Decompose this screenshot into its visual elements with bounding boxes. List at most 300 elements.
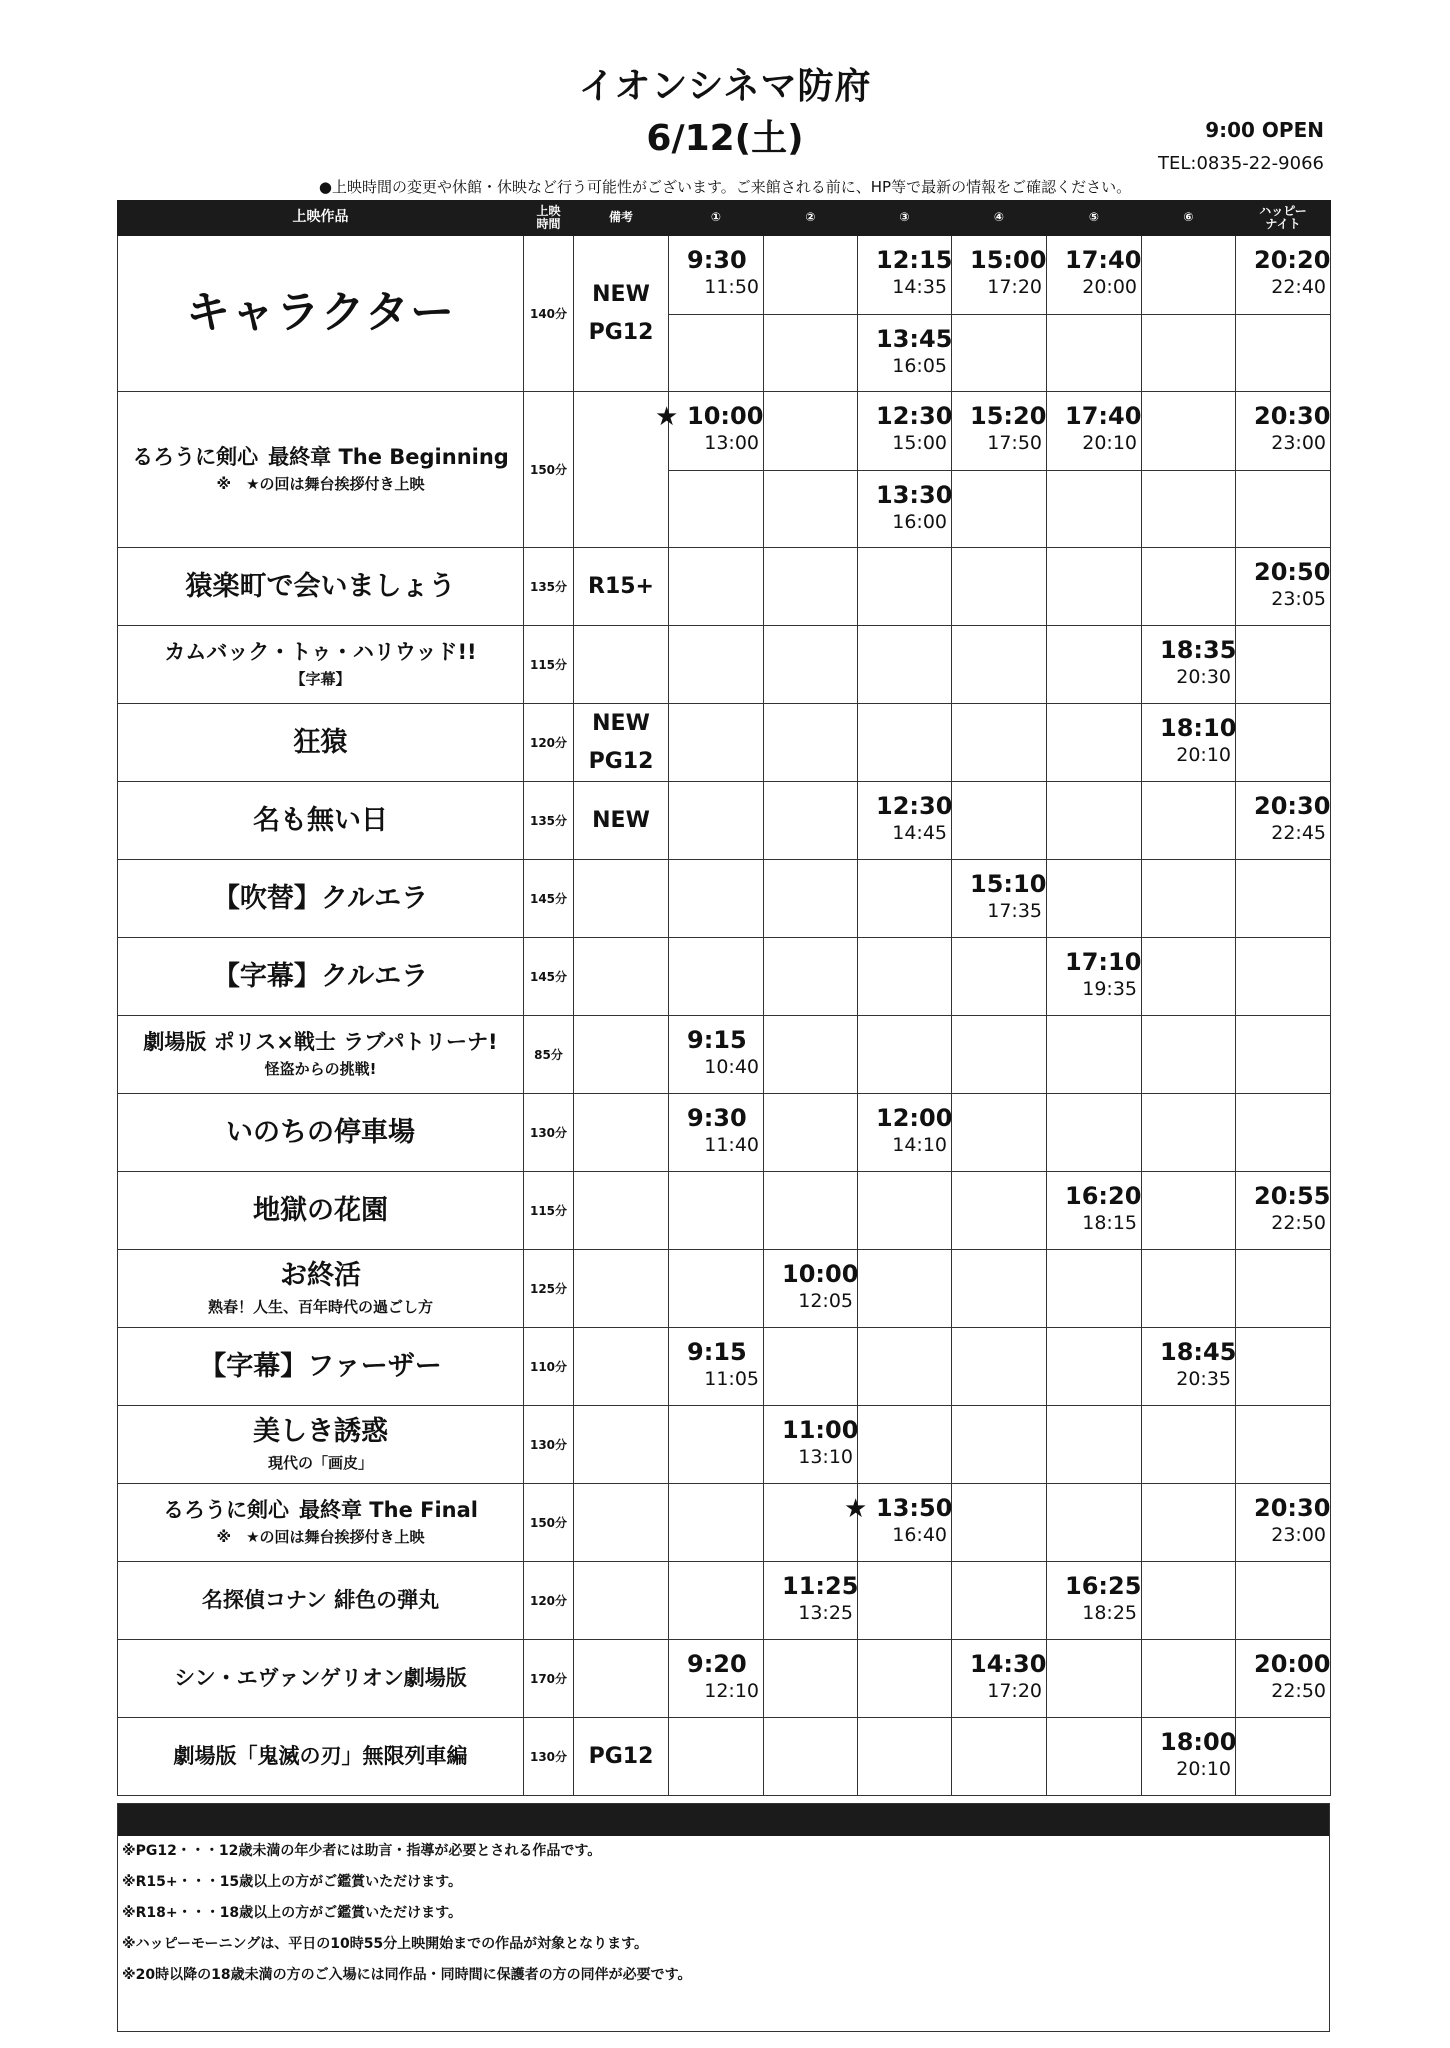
showtime-box bbox=[1047, 1016, 1141, 1093]
showtime-cell bbox=[669, 1640, 764, 1718]
showtime-cell bbox=[1142, 1172, 1236, 1250]
movie-title-cell bbox=[118, 392, 524, 548]
showtime-box bbox=[858, 1640, 951, 1717]
movie-title: 地獄の花園 bbox=[253, 1194, 388, 1226]
movie-row bbox=[118, 1250, 1331, 1328]
showtime-box bbox=[952, 548, 1046, 625]
showtime-box bbox=[669, 1718, 763, 1795]
showtime-box bbox=[952, 1406, 1046, 1483]
showtime-cell bbox=[1142, 1562, 1236, 1640]
showtime-cell bbox=[655, 392, 764, 548]
showtime-cell bbox=[1236, 1250, 1331, 1328]
start-time: 12:00 bbox=[876, 1104, 953, 1132]
movie-title: 狂猿 bbox=[293, 726, 348, 758]
showtime-cell bbox=[858, 704, 952, 782]
runtime: 145分 bbox=[524, 938, 574, 1016]
showtime-box bbox=[1142, 392, 1235, 469]
end-time: 11:50 bbox=[704, 276, 759, 298]
showtime-cell bbox=[1047, 236, 1142, 392]
showtime-cell bbox=[764, 1718, 858, 1796]
movie-row bbox=[118, 548, 1331, 626]
remarks bbox=[574, 1094, 669, 1172]
showtime-box bbox=[952, 470, 1046, 548]
showtime-cell bbox=[1236, 1640, 1331, 1718]
showtime-cell bbox=[669, 548, 764, 626]
showtime-cell bbox=[858, 1718, 952, 1796]
showtime-cell bbox=[952, 1484, 1047, 1562]
movie-title: るろうに剣心 bbox=[132, 444, 259, 469]
showtime-box bbox=[1236, 860, 1330, 937]
showtime-cell bbox=[1047, 1562, 1142, 1640]
showtime-box bbox=[952, 1562, 1046, 1639]
movie-title: お終活 bbox=[280, 1260, 361, 1292]
start-time: 12:30 bbox=[876, 402, 953, 430]
showtime-cell bbox=[669, 1562, 764, 1640]
showtime-cell bbox=[1047, 1328, 1142, 1406]
showtime-box bbox=[669, 1484, 763, 1561]
showtime-box bbox=[952, 782, 1046, 859]
showtime-cell bbox=[1236, 1406, 1331, 1484]
showtime-box bbox=[764, 548, 857, 625]
showtime-box bbox=[952, 1640, 1046, 1717]
showtime-cell bbox=[1047, 1172, 1142, 1250]
end-time: 10:40 bbox=[704, 1056, 759, 1078]
showtime-box bbox=[764, 1016, 857, 1093]
showtime-box bbox=[952, 1172, 1046, 1249]
runtime: 135分 bbox=[524, 782, 574, 860]
end-time: 19:35 bbox=[1082, 978, 1137, 1000]
runtime: 130分 bbox=[524, 1718, 574, 1796]
end-time: 11:40 bbox=[704, 1134, 759, 1156]
showtime-cell bbox=[858, 236, 952, 392]
showtime-cell bbox=[952, 1406, 1047, 1484]
showtime-cell bbox=[1142, 704, 1236, 782]
movie-title: 劇場版 ポリス×戦士 ラブパトリーナ! bbox=[143, 1029, 498, 1054]
showtime-cell bbox=[764, 938, 858, 1016]
showtime-cell bbox=[764, 782, 858, 860]
showtime-box bbox=[764, 938, 857, 1015]
remarks: NEW PG12 bbox=[574, 236, 669, 392]
end-time: 17:35 bbox=[987, 900, 1042, 922]
end-time: 22:50 bbox=[1271, 1212, 1326, 1234]
col-slot-5: ⑤ bbox=[1047, 201, 1142, 236]
notice-text: ●上映時間の変更や休館・休映など行う可能性がございます。ご来館される前に、HP等で最新の情報をご確認ください。 bbox=[318, 178, 1132, 196]
start-time: 20:30 bbox=[1254, 792, 1331, 820]
showtime-box bbox=[1236, 470, 1330, 548]
start-time: 11:00 bbox=[782, 1416, 859, 1444]
showtime-cell bbox=[669, 1250, 764, 1328]
movie-title-cell bbox=[118, 1562, 524, 1640]
showtime-cell bbox=[952, 1250, 1047, 1328]
showtime-box bbox=[952, 860, 1046, 937]
showtime-box bbox=[1236, 1562, 1330, 1639]
start-time: 13:45 bbox=[876, 325, 953, 353]
movie-row bbox=[118, 626, 1331, 704]
showtime-box bbox=[952, 626, 1046, 703]
showtime-box bbox=[669, 1250, 763, 1327]
showtime-box bbox=[669, 704, 763, 781]
showtime-cell bbox=[952, 392, 1047, 548]
showtime-box bbox=[1236, 938, 1330, 1015]
movie-row bbox=[118, 1328, 1331, 1406]
movie-row bbox=[118, 1016, 1331, 1094]
end-time: 20:30 bbox=[1176, 666, 1231, 688]
footnote: ※ハッピーモーニングは、平日の10時55分上映開始までの作品が対象となります。 bbox=[122, 1936, 649, 1952]
movie-title: るろうに剣心 bbox=[162, 1497, 289, 1522]
star-icon: ★ bbox=[844, 1494, 868, 1524]
showtime-box bbox=[858, 236, 951, 313]
end-time: 13:25 bbox=[798, 1602, 853, 1624]
showtime-cell bbox=[1142, 782, 1236, 860]
showtime-box bbox=[858, 1328, 951, 1405]
showtime-cell bbox=[1142, 1484, 1236, 1562]
col-slot-4: ④ bbox=[952, 201, 1047, 236]
end-time: 22:45 bbox=[1271, 822, 1326, 844]
showtime-box bbox=[669, 1094, 763, 1171]
showtime-box bbox=[1142, 1640, 1235, 1717]
showtime-cell bbox=[1047, 392, 1142, 548]
showtime-cell bbox=[669, 782, 764, 860]
showtime-cell bbox=[952, 1562, 1047, 1640]
showtime-cell bbox=[1236, 548, 1331, 626]
col-runtime: 上映 時間 bbox=[524, 201, 574, 236]
start-time: 18:45 bbox=[1160, 1338, 1237, 1366]
showtime-box bbox=[1142, 1250, 1235, 1327]
movie-title-cell bbox=[118, 1640, 524, 1718]
showtime-cell bbox=[1142, 1094, 1236, 1172]
movie-row bbox=[118, 392, 1331, 548]
schedule-table bbox=[117, 200, 1331, 1796]
showtime-cell bbox=[1142, 1016, 1236, 1094]
showtime-box bbox=[858, 860, 951, 937]
movie-title: 名探偵コナン 緋色の弾丸 bbox=[201, 1588, 440, 1613]
remarks bbox=[574, 1250, 669, 1328]
showtime-box bbox=[669, 1640, 763, 1717]
movie-note: ※ ★の回は舞台挨拶付き上映 bbox=[216, 1528, 425, 1547]
showtime-cell bbox=[1047, 704, 1142, 782]
runtime: 120分 bbox=[524, 704, 574, 782]
movie-title-cell bbox=[118, 1718, 524, 1796]
showtime-box bbox=[1047, 314, 1141, 392]
end-time: 12:10 bbox=[704, 1680, 759, 1702]
showtime-box bbox=[764, 314, 857, 392]
showtime-cell bbox=[1142, 1640, 1236, 1718]
showtime-cell bbox=[1047, 938, 1142, 1016]
end-time: 15:00 bbox=[892, 432, 947, 454]
end-time: 22:50 bbox=[1271, 1680, 1326, 1702]
showtime-cell bbox=[952, 626, 1047, 704]
showtime-cell bbox=[764, 1250, 858, 1328]
runtime: 150分 bbox=[524, 1484, 574, 1562]
start-time: 13:30 bbox=[876, 481, 953, 509]
showtime-cell bbox=[858, 1094, 952, 1172]
start-time: 9:15 bbox=[687, 1338, 747, 1366]
showtime-box bbox=[858, 782, 951, 859]
showtime-cell bbox=[858, 1016, 952, 1094]
showtime-box bbox=[669, 626, 763, 703]
movie-title-cell bbox=[118, 626, 524, 704]
showtime-cell bbox=[858, 860, 952, 938]
showtime-box bbox=[764, 1406, 857, 1483]
showtime-box bbox=[1142, 1016, 1235, 1093]
showtime-cell bbox=[1142, 860, 1236, 938]
end-time: 18:15 bbox=[1082, 1212, 1137, 1234]
end-time: 20:10 bbox=[1082, 432, 1137, 454]
runtime: 85分 bbox=[524, 1016, 574, 1094]
movie-title: 美しき誘惑 bbox=[253, 1416, 388, 1448]
movie-row bbox=[118, 860, 1331, 938]
showtime-cell bbox=[1236, 236, 1331, 392]
movie-title-cell bbox=[118, 236, 524, 392]
showtime-box bbox=[858, 1094, 951, 1171]
showtime-cell bbox=[1047, 626, 1142, 704]
showtime-cell bbox=[844, 1484, 953, 1562]
movie-note: 怪盗からの挑戦! bbox=[264, 1060, 377, 1079]
showtime-box bbox=[1047, 626, 1141, 703]
runtime: 140分 bbox=[524, 236, 574, 392]
showtime-box bbox=[669, 236, 763, 313]
end-time: 17:20 bbox=[987, 276, 1042, 298]
star-icon: ★ bbox=[655, 402, 679, 432]
showtime-box bbox=[1047, 1094, 1141, 1171]
showtime-cell bbox=[669, 1718, 764, 1796]
showtime-box bbox=[764, 704, 857, 781]
showtime-cell bbox=[764, 1562, 858, 1640]
remarks: PG12 bbox=[574, 1718, 669, 1796]
remarks bbox=[574, 626, 669, 704]
runtime: 115分 bbox=[524, 1172, 574, 1250]
runtime: 150分 bbox=[524, 392, 574, 548]
movie-row bbox=[118, 1172, 1331, 1250]
start-time: 9:15 bbox=[687, 1026, 747, 1054]
showtime-box bbox=[952, 1250, 1046, 1327]
showtime-cell bbox=[1142, 938, 1236, 1016]
showtime-cell bbox=[1047, 1250, 1142, 1328]
showtime-cell bbox=[858, 1328, 952, 1406]
remarks: NEW bbox=[574, 782, 669, 860]
runtime: 110分 bbox=[524, 1328, 574, 1406]
showtime-cell bbox=[1236, 704, 1331, 782]
showtime-cell bbox=[1142, 1406, 1236, 1484]
showtime-box bbox=[952, 314, 1046, 392]
showtime-box bbox=[1047, 1172, 1141, 1249]
movie-title-cell bbox=[118, 1016, 524, 1094]
showtime-cell bbox=[669, 704, 764, 782]
showtime-box bbox=[858, 1406, 951, 1483]
showtime-cell bbox=[952, 548, 1047, 626]
showtime-cell bbox=[1142, 392, 1236, 548]
start-time: 12:30 bbox=[876, 792, 953, 820]
start-time: 15:10 bbox=[970, 870, 1047, 898]
showtime-cell bbox=[669, 938, 764, 1016]
start-time: 10:00 bbox=[687, 402, 764, 430]
movie-row bbox=[118, 1562, 1331, 1640]
showtime-box bbox=[1047, 1484, 1141, 1561]
showtime-box bbox=[669, 782, 763, 859]
runtime: 120分 bbox=[524, 1562, 574, 1640]
end-time: 23:00 bbox=[1271, 432, 1326, 454]
end-time: 13:10 bbox=[798, 1446, 853, 1468]
movie-title-cell bbox=[118, 938, 524, 1016]
schedule-body bbox=[118, 236, 1331, 1796]
movie-title-cell bbox=[118, 860, 524, 938]
movie-title-cell bbox=[118, 1094, 524, 1172]
showtime-cell bbox=[1236, 1094, 1331, 1172]
footer-bar bbox=[118, 1804, 1329, 1836]
showtime-cell bbox=[1236, 938, 1331, 1016]
movie-title: 【字幕】ファーザー bbox=[199, 1350, 442, 1382]
movie-title: 名も無い日 bbox=[253, 804, 388, 836]
remarks bbox=[574, 1172, 669, 1250]
col-slot-3: ③ bbox=[858, 201, 952, 236]
end-time: 16:40 bbox=[892, 1524, 947, 1546]
showtime-cell bbox=[1236, 1562, 1331, 1640]
start-time: 11:25 bbox=[782, 1572, 859, 1600]
showtime-cell bbox=[1236, 1718, 1331, 1796]
showtime-cell bbox=[669, 236, 764, 392]
start-time: 17:40 bbox=[1065, 246, 1142, 274]
showtime-box bbox=[858, 1172, 951, 1249]
end-time: 20:35 bbox=[1176, 1368, 1231, 1390]
showtime-box bbox=[1142, 782, 1235, 859]
showtime-box bbox=[764, 860, 857, 937]
showtime-cell bbox=[858, 782, 952, 860]
remarks bbox=[574, 938, 669, 1016]
showtime-cell bbox=[669, 1172, 764, 1250]
showtime-cell bbox=[858, 1562, 952, 1640]
showtime-box bbox=[1047, 236, 1141, 313]
showtime-box bbox=[669, 314, 763, 392]
showtime-cell bbox=[1142, 236, 1236, 392]
movie-note: 熟春！人生、百年時代の過ごし方 bbox=[207, 1297, 433, 1316]
showtime-box bbox=[858, 548, 951, 625]
remarks bbox=[574, 1328, 669, 1406]
showtime-cell bbox=[669, 1016, 764, 1094]
start-time: 17:40 bbox=[1065, 402, 1142, 430]
showtime-box bbox=[1236, 236, 1330, 313]
showtime-box bbox=[1142, 314, 1235, 392]
showtime-box bbox=[952, 1328, 1046, 1405]
showtime-cell bbox=[1047, 1640, 1142, 1718]
showtime-box bbox=[1236, 782, 1330, 859]
showtime-box bbox=[1236, 626, 1330, 703]
showtime-box bbox=[669, 1172, 763, 1249]
showtime-cell bbox=[669, 1328, 764, 1406]
showtime-cell bbox=[1142, 626, 1236, 704]
showtime-box bbox=[1236, 1094, 1330, 1171]
showtime-box bbox=[1236, 392, 1330, 469]
showtime-cell bbox=[952, 236, 1047, 392]
showtime-box bbox=[1142, 548, 1235, 625]
movie-note: 現代の「画皮」 bbox=[267, 1453, 373, 1472]
end-time: 23:05 bbox=[1271, 588, 1326, 610]
showtime-cell bbox=[1236, 1484, 1331, 1562]
col-slot-2: ② bbox=[764, 201, 858, 236]
start-time: 20:55 bbox=[1254, 1182, 1331, 1210]
showtime-cell bbox=[858, 392, 952, 548]
runtime: 125分 bbox=[524, 1250, 574, 1328]
movie-title: 【字幕】クルエラ bbox=[212, 960, 429, 992]
end-time: 14:35 bbox=[892, 276, 947, 298]
showtime-cell bbox=[858, 548, 952, 626]
remarks bbox=[574, 860, 669, 938]
showtime-box bbox=[669, 1406, 763, 1483]
start-time: 20:30 bbox=[1254, 402, 1331, 430]
start-time: 9:20 bbox=[687, 1650, 747, 1678]
showtime-box bbox=[1047, 704, 1141, 781]
showtime-cell bbox=[952, 1718, 1047, 1796]
showtime-box bbox=[764, 1562, 857, 1639]
end-time: 17:50 bbox=[987, 432, 1042, 454]
footnotes bbox=[117, 1803, 1330, 2032]
movie-subtitle: 最終章 The Beginning bbox=[268, 444, 509, 469]
showtime-box bbox=[764, 782, 857, 859]
showtime-cell bbox=[952, 704, 1047, 782]
showtime-box bbox=[764, 1718, 857, 1795]
movie-row bbox=[118, 938, 1331, 1016]
showtime-box bbox=[1236, 1484, 1330, 1561]
remarks bbox=[574, 1484, 669, 1562]
showtime-cell bbox=[764, 1328, 858, 1406]
showtime-cell bbox=[1047, 782, 1142, 860]
showtime-box bbox=[1236, 314, 1330, 392]
showtime-box bbox=[952, 236, 1046, 313]
showtime-box bbox=[764, 392, 857, 469]
runtime: 170分 bbox=[524, 1640, 574, 1718]
showtime-cell bbox=[1142, 1718, 1236, 1796]
start-time: 10:00 bbox=[782, 1260, 859, 1288]
showtime-box bbox=[858, 314, 951, 392]
footnote: ※R15+・・・15歳以上の方がご鑑賞いただけます。 bbox=[122, 1874, 462, 1890]
end-time: 14:10 bbox=[892, 1134, 947, 1156]
showtime-cell bbox=[669, 1094, 764, 1172]
showtime-box bbox=[1236, 1640, 1330, 1717]
movie-title: 劇場版「鬼滅の刃」無限列車編 bbox=[173, 1744, 468, 1769]
remarks bbox=[574, 1562, 669, 1640]
start-time: 9:30 bbox=[687, 246, 747, 274]
showtime-box bbox=[764, 1640, 857, 1717]
runtime: 130分 bbox=[524, 1406, 574, 1484]
runtime: 115分 bbox=[524, 626, 574, 704]
remarks bbox=[574, 1016, 669, 1094]
showtime-box bbox=[669, 1328, 763, 1405]
movie-title: カムバック・トゥ・ハリウッド!! bbox=[164, 639, 477, 664]
showtime-box bbox=[1236, 1406, 1330, 1483]
showtime-cell bbox=[858, 1250, 952, 1328]
showtime-box bbox=[1142, 470, 1235, 548]
showtime-box bbox=[764, 1172, 857, 1249]
showtime-cell bbox=[1047, 1406, 1142, 1484]
showtime-box bbox=[1047, 1640, 1141, 1717]
showtime-cell bbox=[1236, 392, 1331, 548]
showtime-cell bbox=[1236, 1328, 1331, 1406]
showtime-cell bbox=[1047, 860, 1142, 938]
showtime-box bbox=[669, 548, 763, 625]
end-time: 14:45 bbox=[892, 822, 947, 844]
showtime-box bbox=[1047, 860, 1141, 937]
showtime-cell bbox=[952, 1016, 1047, 1094]
remarks: NEW PG12 bbox=[574, 704, 669, 782]
showtime-box bbox=[952, 1016, 1046, 1093]
movie-title-cell bbox=[118, 548, 524, 626]
start-time: 16:20 bbox=[1065, 1182, 1142, 1210]
movie-row bbox=[118, 1718, 1331, 1796]
showtime-cell bbox=[952, 1094, 1047, 1172]
showtime-box bbox=[1142, 1172, 1235, 1249]
showtime-cell bbox=[952, 1328, 1047, 1406]
movie-title: 【吹替】クルエラ bbox=[212, 882, 429, 914]
showtime-box bbox=[669, 1562, 763, 1639]
